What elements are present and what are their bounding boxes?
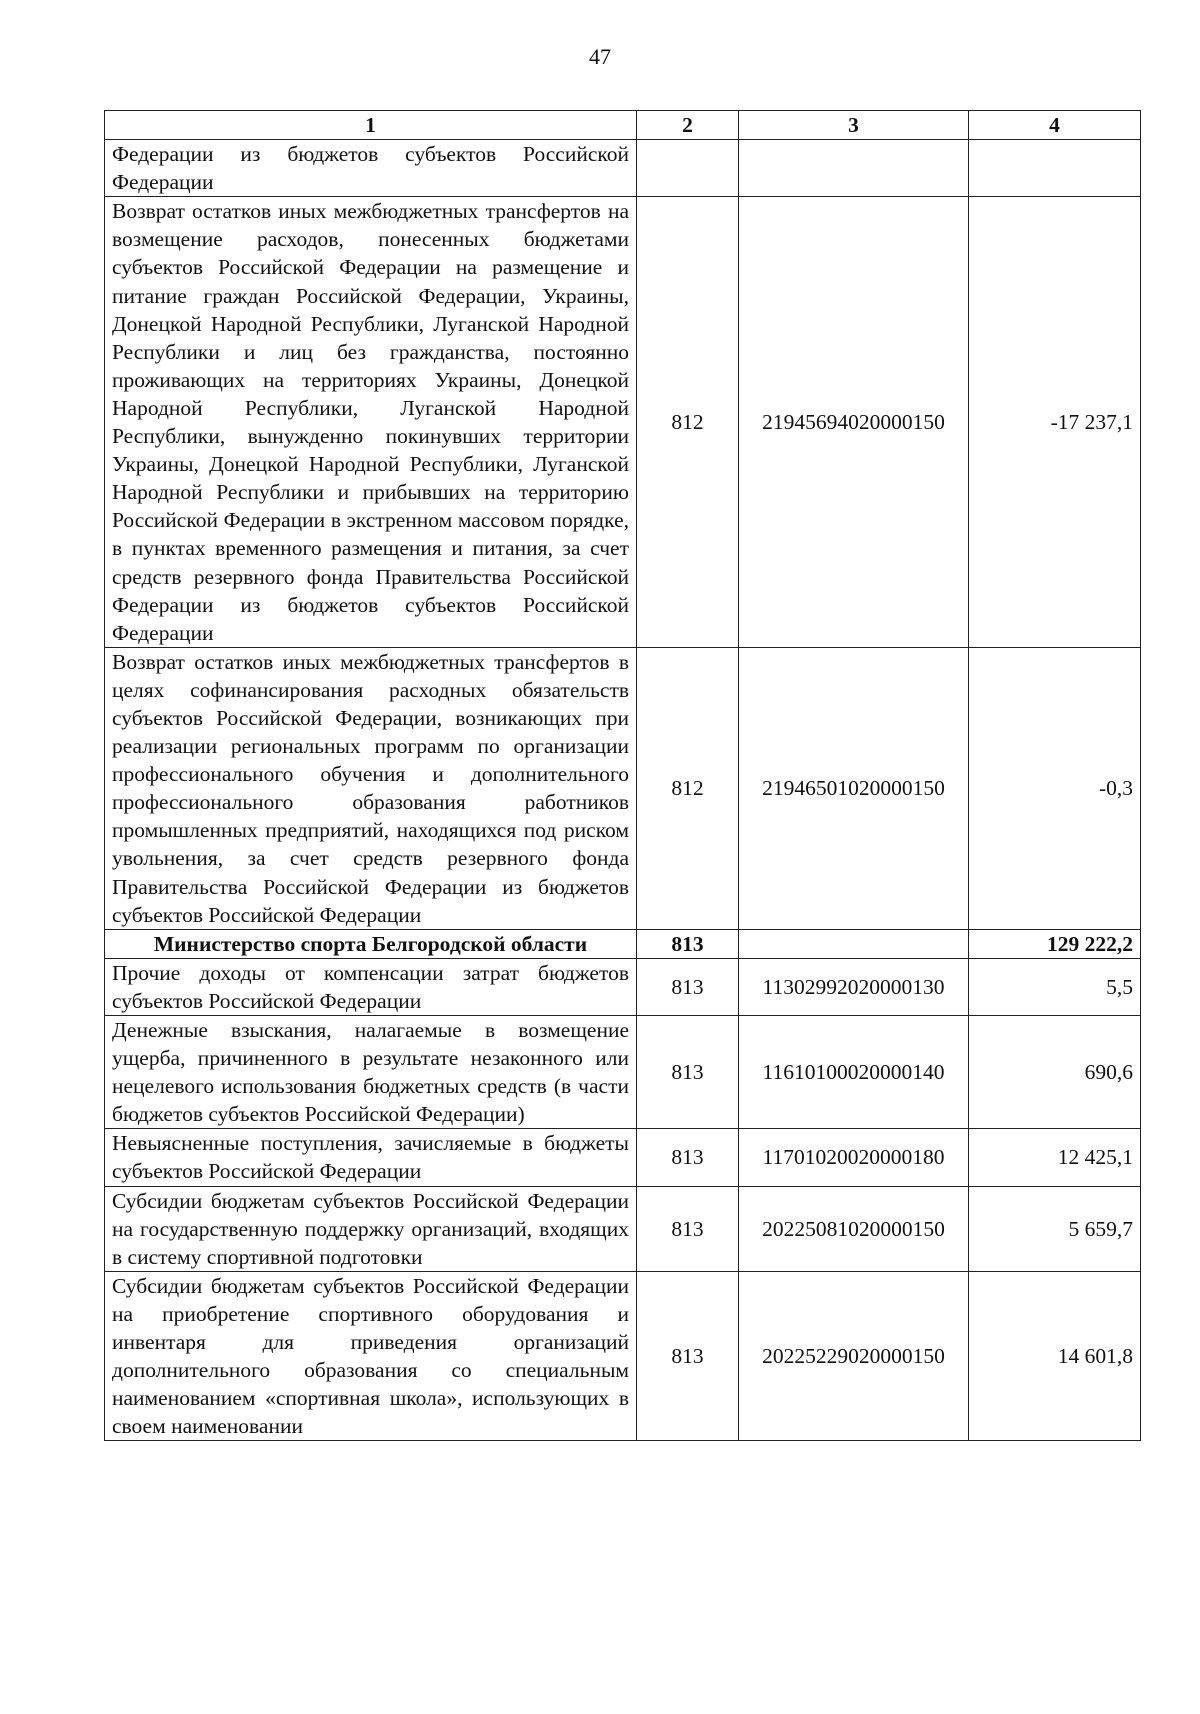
income-name: Возврат остатков иных межбюджетных трансфертов в целях софинансирования расходных обязательств субъектов Российской Федерации, возникающих при реализации региональных программ по организации профессионального обучения и дополнительного профессионального образования работников промышленных предприятий, находящихся под риском увольнения, за счет средств резервного фонда Правительства Российской Федерации из бюджетов субъектов Российской Федерации (105, 647, 637, 929)
column-header-3: 3 (739, 111, 969, 140)
admin-code: 813 (637, 929, 739, 958)
budget-classification-code: 11610100020000140 (739, 1016, 969, 1129)
table-row (105, 197, 1141, 648)
budget-classification-code (739, 140, 969, 197)
amount: -0,3 (969, 647, 1141, 929)
admin-code: 813 (637, 1016, 739, 1129)
column-header-4: 4 (969, 111, 1141, 140)
table-row (105, 1271, 1141, 1441)
table-row-section-total (105, 929, 1141, 958)
amount (969, 140, 1141, 197)
table-row (105, 1016, 1141, 1129)
amount: -17 237,1 (969, 197, 1141, 648)
admin-code: 813 (637, 1186, 739, 1271)
admin-code (637, 140, 739, 197)
budget-classification-code: 20225081020000150 (739, 1186, 969, 1271)
section-title: Министерство спорта Белгородской области (105, 929, 637, 958)
budget-table (104, 110, 1141, 1441)
table-header-row (105, 111, 1141, 140)
table-row (105, 140, 1141, 197)
admin-code: 813 (637, 1271, 739, 1441)
amount: 5 659,7 (969, 1186, 1141, 1271)
income-name: Субсидии бюджетам субъектов Российской Федерации на приобретение спортивного оборудования и инвентаря для приведения организаций дополнительного образования со специальным наименованием «спортивная школа», использующих в своем наименовании (105, 1271, 637, 1441)
column-header-2: 2 (637, 111, 739, 140)
income-name: Возврат остатков иных межбюджетных трансфертов на возмещение расходов, понесенных бюджетами субъектов Российской Федерации на размещение и питание граждан Российской Федерации, Украины, Донецкой Народной Республики, Луганской Народной Республики и лиц без гражданства, постоянно проживающих на территориях Украины, Донецкой Народной Республики, Луганской Народной Республики, вынужденно покинувших территории Украины, Донецкой Народной Республики, Луганской Народной Республики и прибывших на территорию Российской Федерации в экстренном массовом порядке, в пунктах временного размещения и питания, за счет средств резервного фонда Правительства Российской Федерации из бюджетов субъектов Российской Федерации (105, 197, 637, 648)
income-name: Федерации из бюджетов субъектов Российской Федерации (105, 140, 637, 197)
admin-code: 812 (637, 197, 739, 648)
budget-classification-code: 21946501020000150 (739, 647, 969, 929)
income-name: Субсидии бюджетам субъектов Российской Федерации на государственную поддержку организаций, входящих в систему спортивной подготовки (105, 1186, 637, 1271)
table-row (105, 958, 1141, 1015)
section-total-amount: 129 222,2 (969, 929, 1141, 958)
budget-classification-code (739, 929, 969, 958)
amount: 12 425,1 (969, 1129, 1141, 1186)
table-row (105, 1186, 1141, 1271)
table-row (105, 1129, 1141, 1186)
admin-code: 812 (637, 647, 739, 929)
budget-classification-code: 20225229020000150 (739, 1271, 969, 1441)
budget-classification-code: 11302992020000130 (739, 958, 969, 1015)
amount: 14 601,8 (969, 1271, 1141, 1441)
table-row (105, 647, 1141, 929)
income-name: Невыясненные поступления, зачисляемые в бюджеты субъектов Российской Федерации (105, 1129, 637, 1186)
column-header-1: 1 (105, 111, 637, 140)
budget-classification-code: 11701020020000180 (739, 1129, 969, 1186)
income-name: Прочие доходы от компенсации затрат бюджетов субъектов Российской Федерации (105, 958, 637, 1015)
amount: 690,6 (969, 1016, 1141, 1129)
page-number: 47 (589, 44, 611, 69)
admin-code: 813 (637, 958, 739, 1015)
amount: 5,5 (969, 958, 1141, 1015)
admin-code: 813 (637, 1129, 739, 1186)
budget-classification-code: 21945694020000150 (739, 197, 969, 648)
income-name: Денежные взыскания, налагаемые в возмещение ущерба, причиненного в результате незаконного или нецелевого использования бюджетных средств (в части бюджетов субъектов Российской Федерации) (105, 1016, 637, 1129)
